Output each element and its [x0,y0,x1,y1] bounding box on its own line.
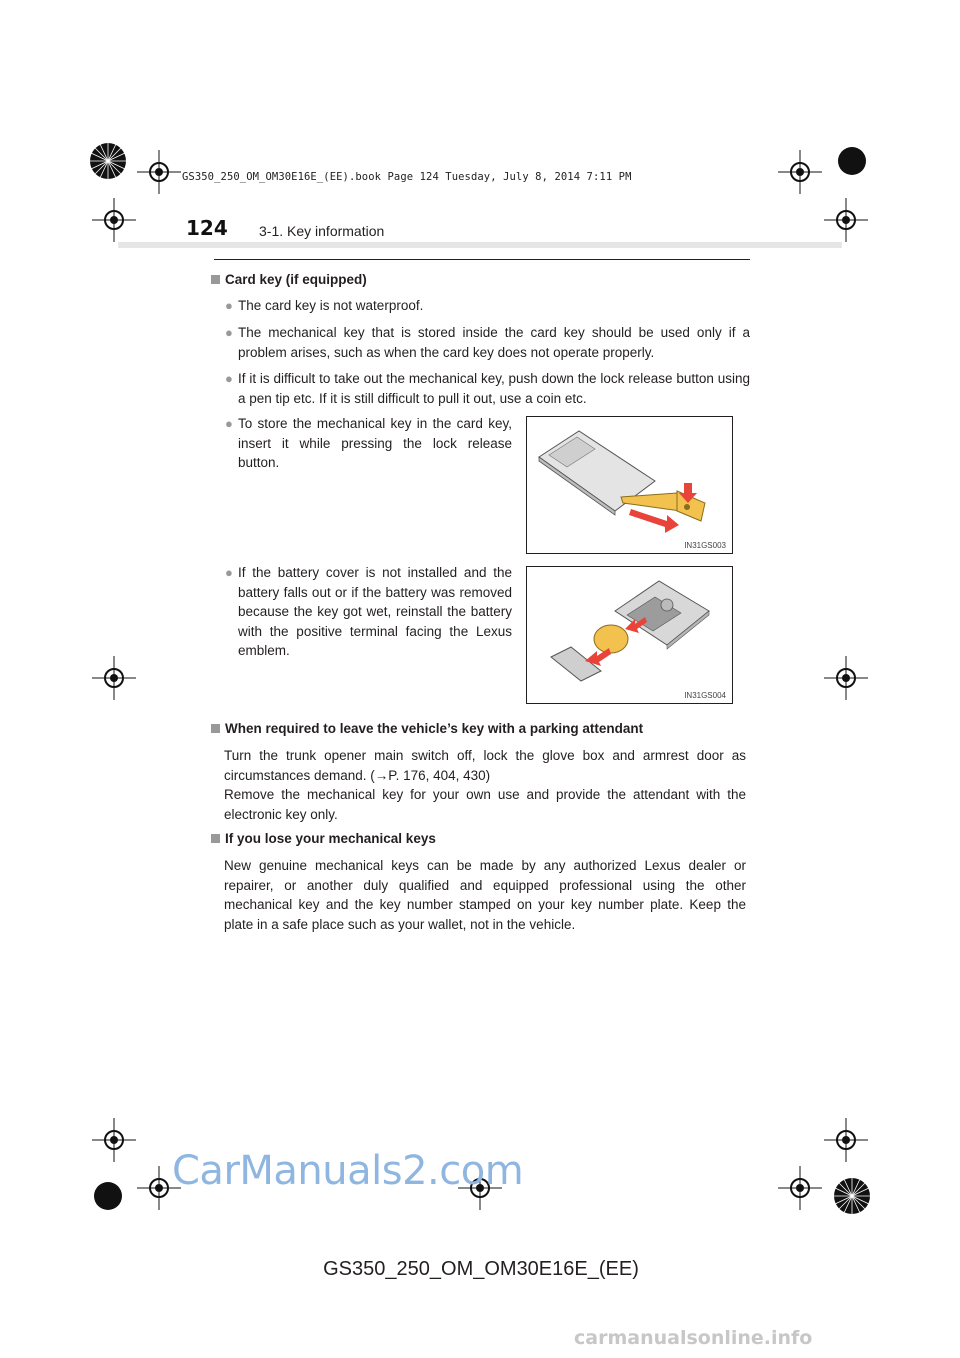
crosshair-mark-bottom-right [778,1166,822,1210]
paragraph: New genuine mechanical keys can be made by any authorized Lexus dealer or repairer, or another duly qualified and equipped professional using the other mechanical key and the key number stamped on your key number plate. Keep the plate in a safe place such as your wallet, not in the vehicle. [224,858,746,932]
bullet-item: ● The card key is not waterproof. [238,296,750,316]
bullet-item: ● If the battery cover is not installed and the battery falls out or if the battery was removed because the key got wet, reinstall the battery with the positive terminal facing the Lexus emblem. [225,565,512,658]
crosshair-mark-left-middle [92,656,136,700]
bullet-dot-icon: ● [225,371,233,386]
square-bullet-icon [211,275,220,284]
square-bullet-icon [211,724,220,733]
header-band [118,242,842,248]
bullet-dot-icon: ● [225,325,233,340]
registration-mark-top-left-starburst [88,141,128,181]
bullet-item: ● If it is difficult to take out the mechanical key, push down the lock release button using a pen tip etc. If it is still difficult to pull it out, use a coin etc. [225,371,750,406]
crosshair-mark-right-lower [824,1118,868,1162]
bullet-dot-icon: ● [225,298,233,313]
crosshair-mark-right-upper [824,198,868,242]
page-number: 124 [186,216,228,240]
crosshair-mark-top-left [137,150,181,194]
bullet-dot-icon: ● [225,416,233,431]
footer-code: GS350_250_OM_OM30E16E_(EE) [323,1258,639,1280]
figure-battery-install [526,566,733,704]
crosshair-mark-left-upper [92,198,136,242]
registration-mark-top-right-dot [836,145,868,177]
print-info: GS350_250_OM_OM30E16E_(EE).book Page 124 Tuesday, July 8, 2014 7:11 PM [182,171,632,183]
bullet-dot-icon: ● [225,565,233,580]
crosshair-mark-left-lower [92,1118,136,1162]
section-title: 3-1. Key information [259,223,385,239]
square-bullet-icon [211,834,220,843]
paragraph: Turn the trunk opener main switch off, lock the glove box and armrest door as circumstances demand. (→P. 176, 404, 430) [224,748,746,783]
paragraph: Remove the mechanical key for your own use and provide the attendant with the electronic key only. [224,787,746,822]
battery-illustration [527,567,732,703]
card-key-illustration [527,417,732,553]
crosshair-mark-top-right [778,150,822,194]
registration-mark-bottom-left-dot [92,1180,124,1212]
figure-card-key-insert [526,416,733,554]
figure-code: IN31GS003 [684,541,726,550]
watermark-logo: CarManuals2.com [172,1148,524,1194]
figure-code: IN31GS004 [684,691,726,700]
section-heading-lost-keys: If you lose your mechanical keys [211,831,436,846]
section-heading-card-key: Card key (if equipped) [211,272,367,287]
registration-mark-bottom-right-starburst [832,1176,872,1216]
bullet-item: ● To store the mechanical key in the card key, insert it while pressing the lock release button. [225,416,512,470]
crosshair-mark-right-middle [824,656,868,700]
footer-site-watermark: carmanualsonline.info [574,1327,813,1349]
bullet-item: ● The mechanical key that is stored inside the card key should be used only if a problem arises, such as when the card key does not operate properly. [225,325,750,360]
header-rule [214,259,750,260]
section-heading-parking-attendant: When required to leave the vehicle’s key with a parking attendant [211,721,643,736]
